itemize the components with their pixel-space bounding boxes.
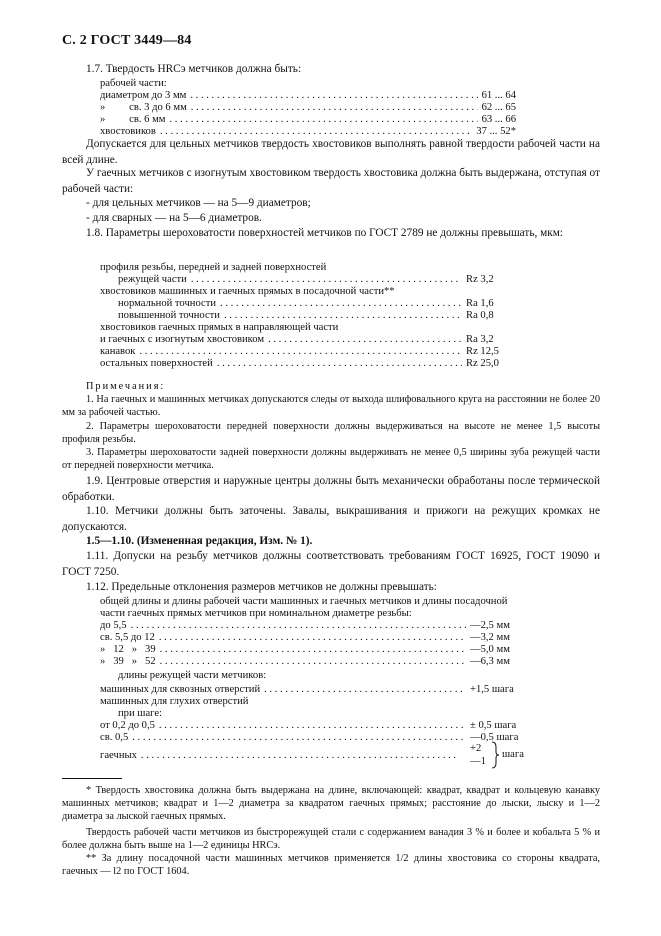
roughness-group-label: профиля резьбы, передней и задней поверхностей [100, 262, 327, 273]
tolerance-group-label: длины режущей части метчиков: [118, 670, 267, 681]
tolerance-row: до 5,5 . . . —2,5 мм [100, 620, 534, 632]
roughness-group-label: хвостовиков машинных и гаечных прямых в посадочной части** [100, 286, 395, 297]
tolerance-row: от 0,2 до 0,5 . . . ± 0,5 шага [100, 720, 534, 732]
note-item: 3. Параметры шероховатости задней поверхности должны выдерживать не менее 0,5 ширины зуба режущей части от передней поверхности метчика. [62, 447, 600, 471]
hardness-row: » св. 6 мм . . . 63 ... 66 [100, 114, 516, 126]
note-item: 2. Параметры шероховатости передней поверхности должны выдерживаться на высоте не менее 1,5 высоты профиля резьбы. [62, 421, 600, 445]
working-part-label: рабочей части: [100, 78, 167, 89]
section-1-9: 1.9. Центровые отверстия и наружные центры должны быть механически обработаны после термической обработки. [62, 475, 600, 503]
amendment-note: 1.5—1.10. (Измененная редакция, Изм. № 1). [86, 535, 313, 547]
bullet-item: - для сварных — на 5—6 диаметров. [86, 212, 262, 224]
tolerance-group-label: части гаечных прямых метчиков при номинальном диаметре резьбы: [100, 608, 412, 619]
roughness-row: нормальной точности . . . Ra 1,6 [118, 298, 522, 310]
tolerance-group-label: общей длины и длины рабочей части машинных и гаечных метчиков и длины посадочной [100, 596, 508, 607]
roughness-row: повышенной точности . . . Ra 0,8 [118, 310, 522, 322]
tolerance-plus: +2 [470, 743, 482, 754]
section-1-7-intro: 1.7. Твердость HRCэ метчиков должна быть: [86, 63, 302, 75]
section-1-7-paragraph: Допускается для цельных метчиков твердость хвостовиков выполнять равной твердости рабочей части на всей длине. [62, 138, 600, 166]
tolerance-unit: шага [502, 749, 524, 760]
hardness-row: хвостовиков . . . 37 ... 52* [100, 126, 516, 138]
tolerance-row: » 12 » 39 . . . —5,0 мм [100, 644, 534, 656]
roughness-row: режущей части . . . Rz 3,2 [118, 274, 522, 286]
roughness-row: и гаечных с изогнутым хвостовиком . . . Ra 3,2 [100, 334, 522, 346]
tolerance-row: св. 5,5 до 12 . . . —3,2 мм [100, 632, 534, 644]
section-1-12-intro: 1.12. Предельные отклонения размеров метчиков не должны превышать: [86, 581, 437, 593]
tolerance-row: св. 0,5 . . . —0,5 шага [100, 732, 534, 744]
footnote: Твердость рабочей части метчиков из быстрорежущей стали с содержанием ванадия 3 % и более и кобальта 5 % и более должна быть выше на 1—2 единицы HRCэ. [62, 827, 600, 851]
tolerance-minus: —1 [470, 756, 486, 767]
footnote: * Твердость хвостовика должна быть выдержана на длине, включающей: квадрат, квадрат и кольцевую канавку машинных метчиков; квадрат и 1—2 диаметра за квадратом гаечных прямых; расстояние до лыски, лыску и 1—2 диаметра за лыской гаечных прямых. [62, 785, 600, 822]
tolerance-row: машинных для сквозных отверстий . . . +1,5 шага [100, 684, 534, 696]
section-1-8-intro: 1.8. Параметры шероховатости поверхностей метчиков по ГОСТ 2789 не должны превышать, мкм: [86, 227, 564, 239]
tolerance-row: гаечных . . . [100, 750, 462, 762]
roughness-row: канавок . . . Rz 12,5 [100, 346, 522, 358]
footnote-separator [62, 778, 122, 779]
tolerance-row: » 39 » 52 . . . —6,3 мм [100, 656, 534, 668]
section-1-10: 1.10. Метчики должны быть заточены. Завалы, выкрашивания и прижоги на режущих кромках не допускаются. [62, 505, 600, 533]
note-item: 1. На гаечных и машинных метчиках допускаются следы от выхода шлифовального круга на расстоянии не более 20 мм за рабочей частью. [62, 394, 600, 418]
footnote: ** За длину посадочной части машинных метчиков применяется 1/2 длины хвостовика со стороны квадрата, гаечных — l2 по ГОСТ 1604. [62, 853, 600, 877]
section-1-11: 1.11. Допуски на резьбу метчиков должны соответствовать требованиям ГОСТ 16925, ГОСТ 19090 и ГОСТ 7250. [62, 550, 600, 578]
brace-icon [490, 741, 500, 769]
section-1-7-paragraph: У гаечных метчиков с изогнутым хвостовиком твердость хвостовика должна быть выдержана, отступая от рабочей части: [62, 167, 600, 195]
roughness-group-label: хвостовиков гаечных прямых в направляющей части [100, 322, 339, 333]
roughness-row: остальных поверхностей . . . Rz 25,0 [100, 358, 522, 370]
bullet-item: - для цельных метчиков — на 5—9 диаметров; [86, 197, 311, 209]
tolerance-group-label: при шаге: [118, 708, 162, 719]
tolerance-group-label: машинных для глухих отверстий [100, 696, 249, 707]
hardness-row: диаметром до 3 мм . . . 61 ... 64 [100, 90, 516, 102]
hardness-row: » св. 3 до 6 мм . . . 62 ... 65 [100, 102, 516, 114]
notes-title: Примечания: [86, 381, 166, 392]
page-header: С. 2 ГОСТ 3449—84 [62, 33, 192, 48]
